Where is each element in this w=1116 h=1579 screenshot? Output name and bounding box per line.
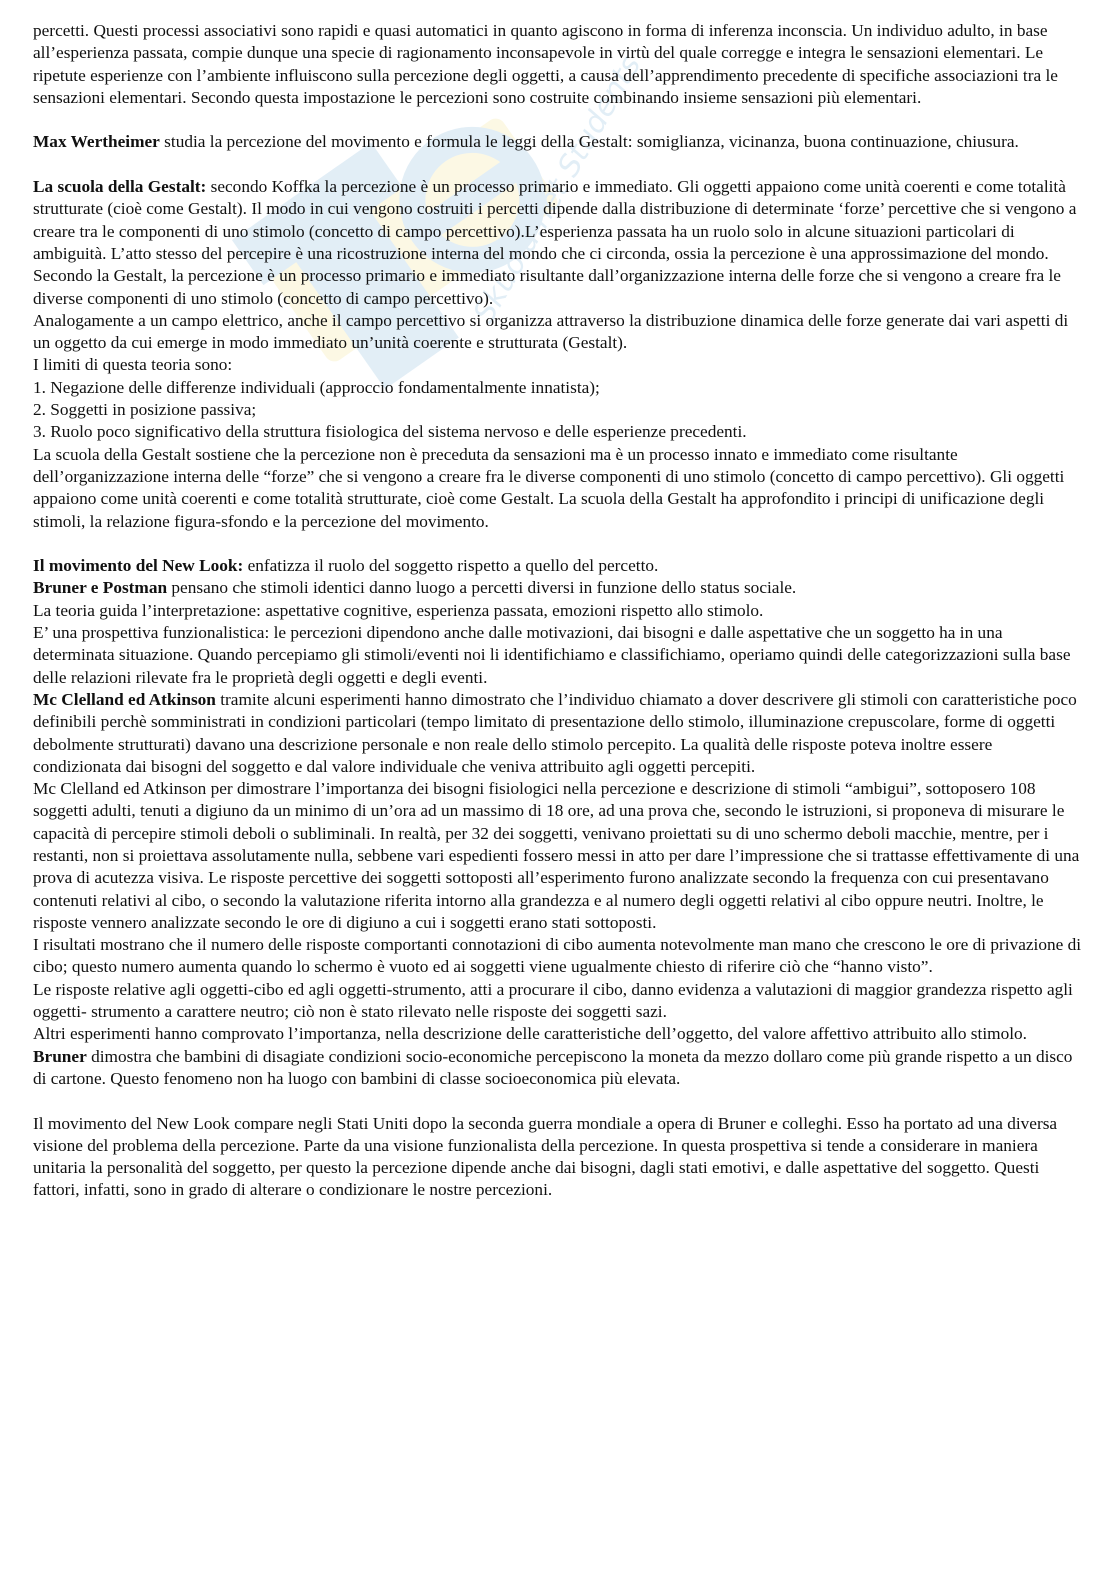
paragraph: Mc Clelland ed Atkinson per dimostrare l’importanza dei bisogni fisiologici nella percezione e descrizione di stimoli “ambigui”, sottoposero 108 soggetti adulti, tenuti a digiuno da un minimo di un’ora ad un massimo di 18 ore, ad una prova che, secondo le istruzioni, si proponeva di misurare le capacità di percepire stimoli deboli o subliminali. In realtà, per 32 dei soggetti, venivano proiettati su di uno schermo deboli macchie, mentre, per i restanti, non si proiettava assolutamente nulla, sebbene vari espedienti fossero messi in atto per dare l’impressione che si trattasse effettivamente di una prova di acutezza visiva. Le risposte percettive dei soggetti sottoposti all’esperimento furono analizzate secondo la frequenza con cui presentavano contenuti relativi al cibo, o secondo la valutazione riferita intorno alla grandezza e al numero degli oggetti relativi al cibo oppure neutri. Inoltre, le risposte vennero analizzate secondo le ore di digiuno a cui i soggetti erano stati sottoposti. bbox=[33, 779, 1080, 932]
paragraph: Il movimento del New Look compare negli Stati Uniti dopo la seconda guerra mondiale a opera di Bruner e colleghi. Esso ha portato ad una diversa visione del problema della percezione. Parte da una visione funzionalista della percezione. In questa prospettiva si tende a considerare in maniera unitaria la personalità del soggetto, per questo la percezione dipende anche dai bisogni, dagli stati emotivi, e dalle aspettative del soggetto. Questi fattori, infatti, sono in grado di alterare o condizionare le nostre percezioni. bbox=[33, 1113, 1058, 1200]
paragraph: Bruner e Postman pensano che stimoli identici danno luogo a percetti diversi in funzione dello status sociale. bbox=[33, 578, 797, 598]
paragraph: Secondo la Gestalt, la percezione è un processo primario e immediato risultante dall’organizzazione interna delle forze che si vengono a creare fra le diverse componenti di uno stimolo (concetto di campo percettivo). bbox=[33, 266, 1061, 308]
bold-lead: Max Wertheimer bbox=[33, 132, 160, 152]
list-item: 2. Soggetti in posizione passiva; bbox=[33, 400, 257, 420]
bold-lead: Bruner bbox=[33, 1046, 87, 1066]
paragraph: Max Wertheimer studia la percezione del movimento e formula le leggi della Gestalt: somiglianza, vicinanza, buona continuazione, chiusura. bbox=[33, 132, 1019, 152]
paragraph: Mc Clelland ed Atkinson tramite alcuni esperimenti hanno dimostrato che l’individuo chiamato a dover descrivere gli stimoli con caratteristiche poco definibili perchè somministrati in condizioni particolari (tempo limitato di presentazione dello stimolo, illuminazione crepuscolare, forme di oggetti debolmente strutturati) davano una descrizione personale e non reale dello stimolo percepito. La qualità delle risposte poteva inoltre essere condizionata dai bisogni del soggetto e dal valore individuale che veniva attribuito agli oggetti percepiti. bbox=[33, 689, 1077, 776]
watermark-text: Skuola.net Students bbox=[466, 49, 649, 329]
paragraph: Le risposte relative agli oggetti-cibo ed agli oggetti-strumento, atti a procurare il cibo, danno evidenza a valutazioni di maggior grandezza rispetto agli oggetti- strumento a carattere neutro; ciò non è stato rilevato nelle risposte dei soggetti sazi. bbox=[33, 979, 1073, 1022]
paragraph: Il movimento del New Look: enfatizza il ruolo del soggetto rispetto a quello del percetto. bbox=[33, 556, 659, 576]
list-item: 3. Ruolo poco significativo della struttura fisiologica del sistema nervoso e delle esperienze precedenti. bbox=[33, 422, 747, 442]
bold-lead: La scuola della Gestalt: bbox=[33, 177, 207, 197]
paragraph: Bruner dimostra che bambini di disagiate condizioni socio-economiche percepiscono la moneta da mezzo dollaro come più grande rispetto a un disco di cartone. Questo fenomeno non ha luogo con bambini di classe socioeconomica più elevata. bbox=[33, 1046, 1073, 1088]
bold-lead: Mc Clelland ed Atkinson bbox=[33, 689, 216, 709]
paragraph: Analogamente a un campo elettrico, anche il campo percettivo si organizza attraverso la distribuzione dinamica delle forze generate dai vari aspetti di un oggetto da cui emerge in modo immediato un’unità coerente e strutturata (Gestalt). bbox=[33, 310, 1069, 353]
paragraph: La scuola della Gestalt: secondo Koffka la percezione è un processo primario e immediato. Gli oggetti appaiono come unità coerenti e come totalità strutturate (cioè come Gestalt). Il modo in cui vengono costruiti i percetti dipende dalla distribuzione di determinate ‘forze’ percettive che si vengono a creare tra le componenti di uno stimolo (concetto di campo percettivo).L’esperienza passata ha un ruolo solo in alcune situazioni particolari di ambiguità. L’atto stesso del percepire è una ricostruzione interna del mondo che ci circonda, ossia la percezione è una approssimazione del mondo. bbox=[33, 177, 1077, 263]
list-item: 1. Negazione delle differenze individuali (approccio fondamentalmente innatista); bbox=[33, 377, 600, 397]
bold-lead: Bruner e Postman bbox=[33, 578, 168, 598]
paragraph: I limiti di questa teoria sono: bbox=[33, 355, 233, 375]
paragraph: I risultati mostrano che il numero delle risposte comportanti connotazioni di cibo aumenta notevolmente man mano che crescono le ore di privazione di cibo; questo numero aumenta quando lo schermo è vuoto ed ai soggetti viene ugualmente chiesto di riferire ciò che “hanno visto”. bbox=[33, 935, 1082, 977]
bold-lead: Il movimento del New Look: bbox=[33, 556, 244, 576]
paragraph: La teoria guida l’interpretazione: aspettative cognitive, esperienza passata, emozioni rispetto allo stimolo. bbox=[33, 600, 764, 620]
paragraph: La scuola della Gestalt sostiene che la percezione non è preceduta da sensazioni ma è un processo innato e immediato come risultante dell’organizzazione interna delle “forze” che si vengono a creare fra le diverse componenti di uno stimolo (concetto di campo percettivo). Gli oggetti appaiono come unità coerenti e come totalità strutturate, cioè come Gestalt. La scuola della Gestalt ha approfondito i principi di unificazione degli stimoli, la relazione figura-sfondo e la percezione del movimento. bbox=[33, 444, 1065, 531]
paragraph: percetti. Questi processi associativi sono rapidi e quasi automatici in quanto agiscono in forma di inferenza inconscia. Un individuo adulto, in base all’esperienza passata, compie dunque una specie di ragionamento inconsapevole in virtù del quale corregge e integra le sensazioni elementari. Le ripetute esperienze con l’ambiente influiscono sulla percezione degli oggetti, a causa dell’apprendimento precedente di specifiche associazioni tra le sensazioni elementari. Secondo questa impostazione le percezioni sono costruite combinando insieme sensazioni più elementari. bbox=[33, 21, 1058, 107]
paragraph: Altri esperimenti hanno comprovato l’importanza, nella descrizione delle caratteristiche dell’oggetto, del valore affettivo attribuito allo stimolo. bbox=[33, 1024, 1027, 1044]
paragraph: E’ una prospettiva funzionalistica: le percezioni dipendono anche dalle motivazioni, dai bisogni e dalle aspettative che un soggetto ha in una determinata situazione. Quando percepiamo gli stimoli/eventi noi li identifichiamo e classifichiamo, operiamo quindi delle categorizzazioni sulla base delle relazioni rilevate fra le proprietà degli oggetti e degli eventi. bbox=[33, 623, 1071, 687]
document-page bbox=[33, 20, 1083, 1202]
